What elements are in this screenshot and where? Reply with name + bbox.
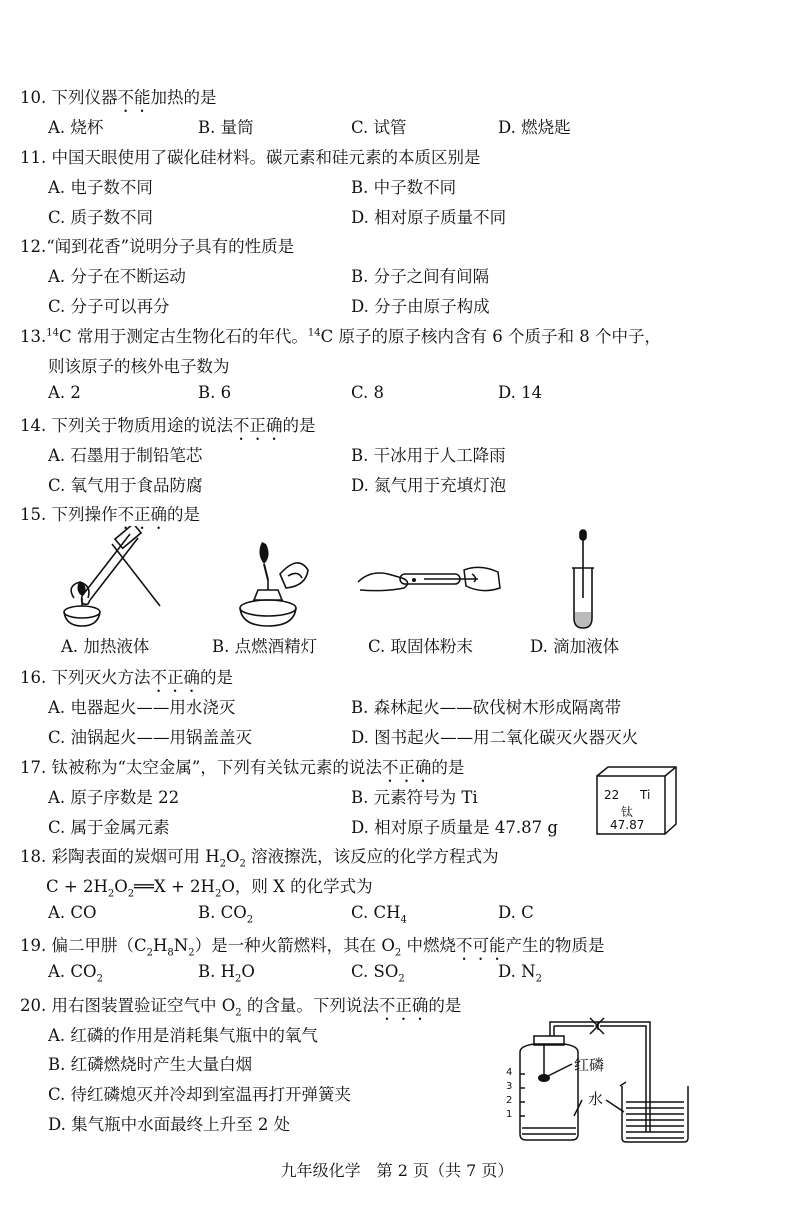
titanium-element-box bbox=[596, 766, 678, 836]
q18-option-b: B. $CO_2$ bbox=[198, 903, 254, 926]
q20-option-d: D. 集气瓶中水面最终上升至 2 处 bbox=[48, 1115, 291, 1134]
q19-option-d: D. $N_2$ bbox=[498, 962, 542, 985]
q13-stem-line2: 则该原子的核外电子数为 bbox=[48, 357, 230, 376]
q16-option-a: A. 电器起火——用水浇灭 bbox=[48, 698, 236, 717]
alcohol-lamp-figure bbox=[228, 534, 318, 630]
q17-stem: 17. 钛被称为“太空金属”，下列有关钛元素的说法不正确的是 bbox=[20, 758, 465, 777]
q17-option-c: C. 属于金属元素 bbox=[48, 818, 170, 837]
q18-option-d: D. C bbox=[498, 903, 534, 922]
q12-option-b: B. 分子之间有间隔 bbox=[351, 267, 490, 286]
q10-stem: 10. 下列仪器不能加热的是 bbox=[20, 88, 217, 107]
q18-option-c: C. $CH_4$ bbox=[351, 903, 407, 926]
q12-stem: 12.“闻到花香”说明分子具有的性质是 bbox=[20, 237, 295, 256]
q20-option-b: B. 红磷燃烧时产生大量白烟 bbox=[48, 1055, 253, 1074]
q11-option-b: B. 中子数不同 bbox=[351, 178, 457, 197]
q19-option-a: A. $CO_2$ bbox=[48, 962, 103, 985]
q14-option-d: D. 氮气用于充填灯泡 bbox=[351, 476, 507, 495]
q10-option-b: B. 量筒 bbox=[198, 118, 254, 137]
scale-mark-4: 4 bbox=[506, 1067, 513, 1078]
q14-stem: 14. 下列关于物质用途的说法不正确的是 bbox=[20, 416, 316, 435]
heating-liquid-figure bbox=[52, 526, 172, 630]
q13-stem: 13.14C 常用于测定古生物化石的年代。$^{14}$C 原子的原子核内含有 6 个质子和 8 个中子， bbox=[20, 327, 661, 346]
q10-option-c: C. 试管 bbox=[351, 118, 407, 137]
q11-option-c: C. 质子数不同 bbox=[48, 208, 154, 227]
q14-option-c: C. 氧气用于食品防腐 bbox=[48, 476, 203, 495]
q16-option-b: B. 森林起火——砍伐树木形成隔离带 bbox=[351, 698, 622, 717]
scale-mark-2: 2 bbox=[506, 1095, 513, 1106]
q16-stem: 16. 下列灭火方法不正确的是 bbox=[20, 668, 233, 687]
q19-stem: 19. 偏二甲肼$(C_2H_8N_2)$是一种火箭燃料，其在 $O_2$ 中燃烧不可能产生的物质是 bbox=[20, 936, 605, 959]
q16-option-d: D. 图书起火——用二氧化碳灭火器灭火 bbox=[351, 728, 639, 747]
q20-option-c: C. 待红磷熄灭并冷却到室温再打开弹簧夹 bbox=[48, 1085, 352, 1104]
q13-option-a: A. 2 bbox=[48, 383, 81, 402]
q19-option-b: B. $H_2O$ bbox=[198, 962, 255, 985]
element-atomic-number: 22 bbox=[604, 788, 620, 802]
q10-option-d: D. 燃烧匙 bbox=[498, 118, 571, 137]
q17-option-b: B. 元素符号为 Ti bbox=[351, 788, 478, 807]
dropper-figure bbox=[566, 528, 600, 632]
label-red-phosphorus: 红磷 bbox=[574, 1056, 605, 1074]
q15-caption-c: C. 取固体粉末 bbox=[368, 637, 474, 656]
q15-caption-d: D. 滴加液体 bbox=[530, 637, 620, 656]
q19-option-c: C. $SO_2$ bbox=[351, 962, 405, 985]
scale-mark-3: 3 bbox=[506, 1081, 513, 1092]
q18-option-a: A. CO bbox=[48, 903, 97, 922]
q17-option-a: A. 原子序数是 22 bbox=[48, 788, 180, 807]
q15-caption-b: B. 点燃酒精灯 bbox=[212, 637, 318, 656]
element-name: 钛 bbox=[621, 805, 634, 819]
q13-option-d: D. 14 bbox=[498, 383, 543, 402]
oxygen-apparatus-figure bbox=[498, 1016, 704, 1144]
q11-option-a: A. 电子数不同 bbox=[48, 178, 153, 197]
page-footer: 九年级化学 第 2 页（共 7 页） bbox=[280, 1161, 514, 1180]
q15-caption-a: A. 加热液体 bbox=[61, 637, 150, 656]
q20-stem: 20. 用右图装置验证空气中 $O_2$ 的含量。下列说法不正确的是 bbox=[20, 996, 462, 1019]
q18-equation: $C + 2H_2O_2══X + 2H_2O$，则 X 的化学式为 bbox=[46, 877, 373, 900]
element-symbol: Ti bbox=[640, 788, 651, 802]
q15-stem: 15. 下列操作不正确的是 bbox=[20, 505, 200, 524]
q18-stem: 18. 彩陶表面的炭烟可用 $H_2O_2$ 溶液擦洗，该反应的化学方程式为 bbox=[20, 847, 499, 870]
q10-option-a: A. 烧杯 bbox=[48, 118, 104, 137]
q11-option-d: D. 相对原子质量不同 bbox=[351, 208, 507, 227]
q14-option-a: A. 石墨用于制铅笔芯 bbox=[48, 446, 203, 465]
q16-option-c: C. 油锅起火——用锅盖盖灭 bbox=[48, 728, 253, 747]
q13-option-c: C. 8 bbox=[351, 383, 385, 402]
element-mass: 47.87 bbox=[610, 818, 645, 832]
q13-option-b: B. 6 bbox=[198, 383, 232, 402]
q14-option-b: B. 干冰用于人工降雨 bbox=[351, 446, 506, 465]
label-water: 水 bbox=[588, 1090, 604, 1108]
q12-option-d: D. 分子由原子构成 bbox=[351, 297, 490, 316]
solid-powder-figure bbox=[354, 560, 504, 600]
scale-mark-1: 1 bbox=[506, 1109, 513, 1120]
q20-option-a: A. 红磷的作用是消耗集气瓶中的氧气 bbox=[48, 1026, 318, 1045]
q11-stem: 11. 中国天眼使用了碳化硅材料。碳元素和硅元素的本质区别是 bbox=[20, 148, 481, 167]
q12-option-a: A. 分子在不断运动 bbox=[48, 267, 186, 286]
q12-option-c: C. 分子可以再分 bbox=[48, 297, 170, 316]
q17-option-d: D. 相对原子质量是 47.87 g bbox=[351, 818, 558, 837]
